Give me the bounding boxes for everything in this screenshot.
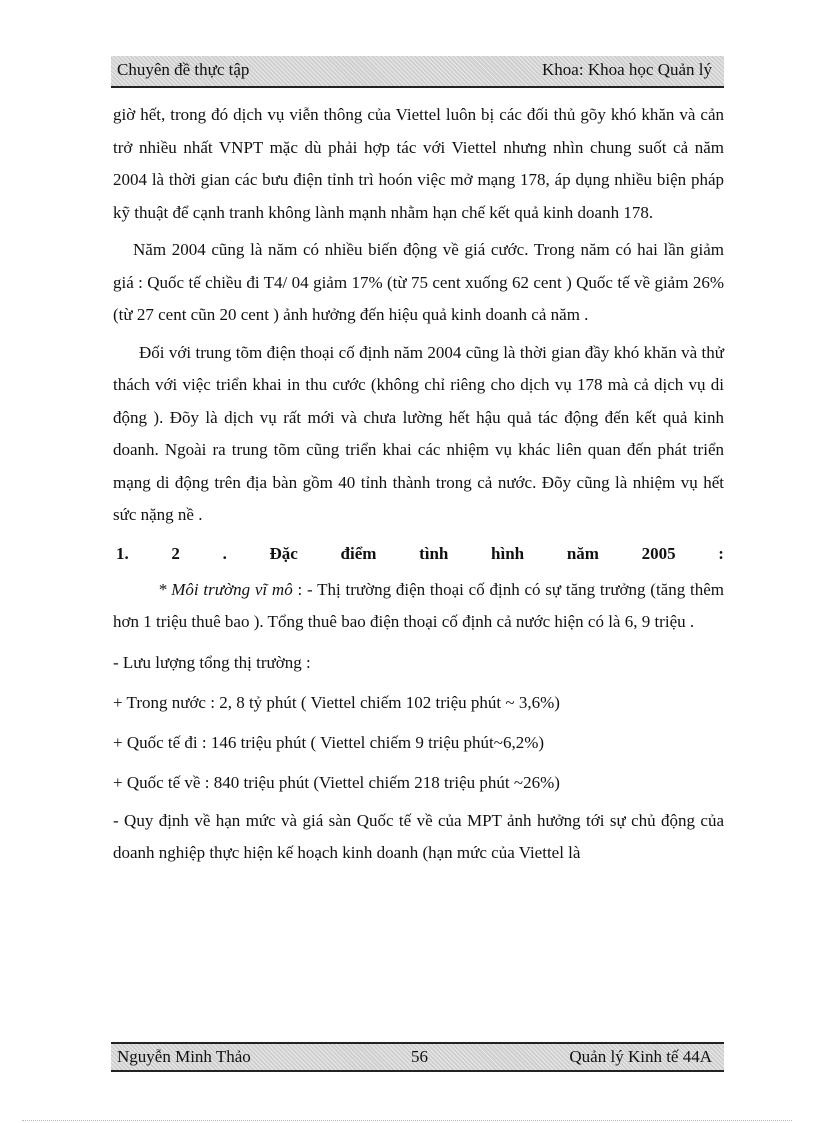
section-heading <box>113 538 724 570</box>
heading-word: . <box>222 543 227 563</box>
list-line: - Lưu lượng tổng thị trường : <box>113 652 311 672</box>
heading-word: hình <box>491 543 525 563</box>
footer-author: Nguyễn Minh Thảo <box>117 1047 251 1066</box>
heading-word: Đặc <box>269 543 298 563</box>
macro-text: : - Thị trường điện thoại cố định có sự tăng trưởng (tăng thêm hơn 1 triệu thuê bao ). Tổng thuê bao điện thoại cố định cả nước hiện có là 6, 9 triệu . <box>113 579 724 631</box>
macro-label: * Môi trường vĩ mô <box>158 579 293 599</box>
paragraph-2: Năm 2004 cũng là năm có nhiều biến động về giá cước. Trong năm có hai lần giảm giá : Quốc tế chiều đi T4/ 04 giảm 17% (từ 75 cent xuống 62 cent ) Quốc tế về giảm 26% (từ 27 cent cũn 20 cent ) ảnh hưởng đến hiệu quả kinh doanh cả năm . <box>113 240 724 324</box>
macro-paragraph <box>113 574 724 639</box>
document-body <box>113 95 724 870</box>
paragraph-3: Đối với trung tõm điện thoại cố định năm 2004 cũng là thời gian đầy khó khăn và thử thách với việc triển khai in thu cước (không chỉ riêng cho dịch vụ 178 mà cả dịch vụ di động ). Đõy là dịch vụ rất mới và chưa lường hết hậu quả tác động đến kết quả kinh doanh. Ngoài ra trung tõm cũng triển khai các nhiệm vụ khác liên quan đến phát triển mạng di động trên địa bàn gồm 40 tỉnh thành trong cả nước. Đõy cũng là nhiệm vụ hết sức nặng nề . <box>113 342 724 524</box>
heading-word: năm <box>566 543 599 563</box>
header-left: Chuyên đề thực tập <box>117 60 250 79</box>
page-header <box>111 56 724 88</box>
heading-word: : <box>718 543 724 563</box>
footer-right: Quản lý Kinh tế 44A <box>569 1047 712 1066</box>
heading-word: điểm <box>340 543 377 563</box>
header-right: Khoa: Khoa học Quản lý <box>542 60 712 79</box>
paragraph-1: giờ hết, trong đó dịch vụ viễn thông của Viettel luôn bị các đối thủ gõy khó khăn và cản trở nhiều nhất VNPT mặc dù phải hợp tác với Viettel nhưng nhìn chung suốt cả năm 2004 là thời gian các bưu điện tỉnh trì hoón việc mở mạng 178, áp dụng nhiều biện pháp kỹ thuật để cạnh tranh không lành mạnh nhằm hạn chế kết quả kinh doanh 178. <box>113 105 724 222</box>
list-line: + Quốc tế đi : 146 triệu phút ( Viettel chiếm 9 triệu phút~6,2%) <box>113 732 545 752</box>
list-line: + Trong nước : 2, 8 tỷ phút ( Viettel chiếm 102 triệu phút ~ 3,6%) <box>113 692 560 712</box>
page-footer <box>111 1042 724 1072</box>
heading-word: 2005 <box>641 543 676 563</box>
page-edge-divider <box>22 1120 792 1121</box>
heading-word: 2 <box>171 543 180 563</box>
page-number: 56 <box>411 1047 428 1066</box>
paragraph-last: - Quy định về hạn mức và giá sàn Quốc tế về của MPT ảnh hưởng tới sự chủ động của doanh nghiệp thực hiện kế hoạch kinh doanh (hạn mức của Viettel là <box>113 810 724 862</box>
list-line: + Quốc tế về : 840 triệu phút (Viettel chiếm 218 triệu phút ~26%) <box>113 772 560 792</box>
heading-word: 1. <box>116 543 129 563</box>
heading-word: tình <box>419 543 449 563</box>
